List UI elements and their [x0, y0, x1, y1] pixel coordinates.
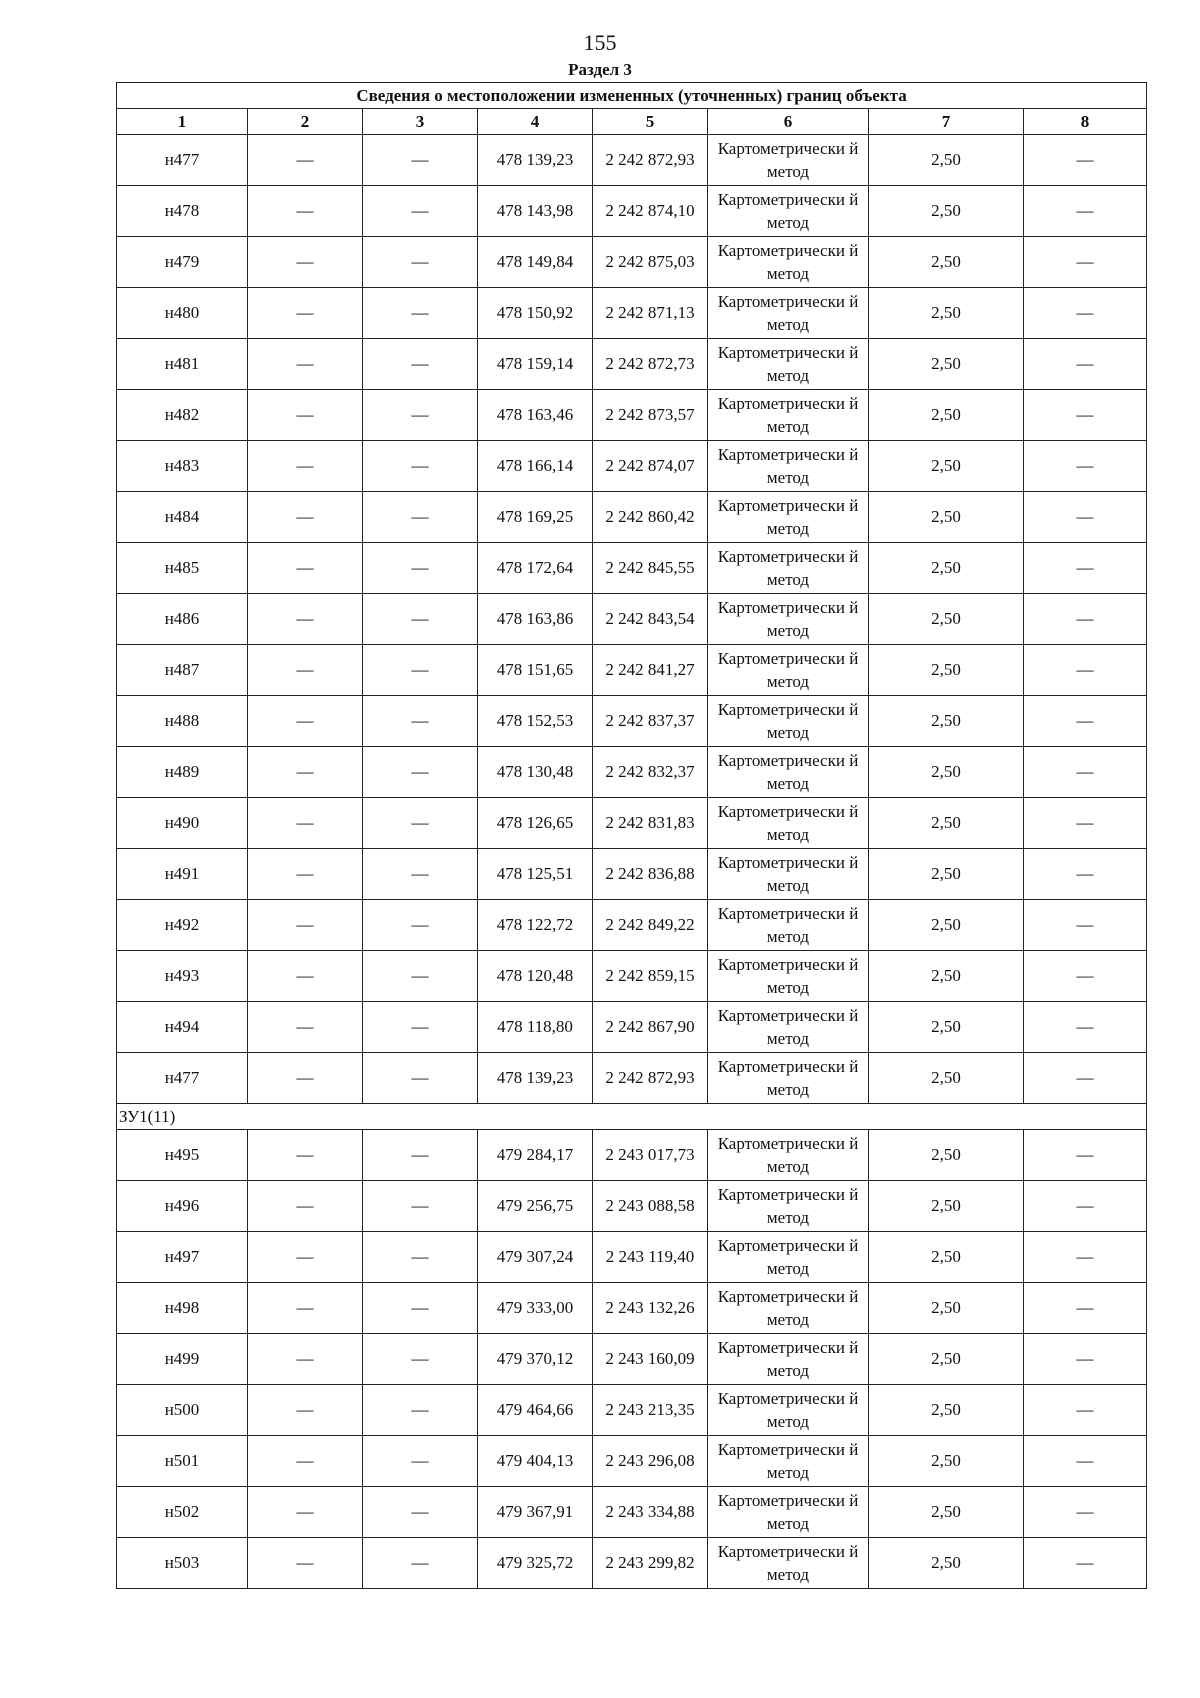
method-cell: Картометрически й метод: [708, 1002, 869, 1053]
method-cell: Картометрически й метод: [708, 747, 869, 798]
x-coordinate-cell: 478 130,48: [478, 747, 593, 798]
point-number-cell: н496: [117, 1181, 248, 1232]
point-number-cell: н483: [117, 441, 248, 492]
x-coordinate-cell: 478 139,23: [478, 1053, 593, 1104]
accuracy-cell: 2,50: [869, 1130, 1024, 1181]
x-coordinate-cell: 478 159,14: [478, 339, 593, 390]
method-cell: Картометрически й метод: [708, 1130, 869, 1181]
empty-value-cell: —: [248, 1130, 363, 1181]
column-number: 8: [1024, 109, 1147, 135]
empty-value-cell: —: [248, 135, 363, 186]
empty-value-cell: —: [1024, 594, 1147, 645]
empty-value-cell: —: [1024, 543, 1147, 594]
empty-value-cell: —: [248, 594, 363, 645]
accuracy-cell: 2,50: [869, 696, 1024, 747]
x-coordinate-cell: 478 163,86: [478, 594, 593, 645]
x-coordinate-cell: 478 143,98: [478, 186, 593, 237]
empty-value-cell: —: [248, 1232, 363, 1283]
empty-value-cell: —: [363, 849, 478, 900]
y-coordinate-cell: 2 242 860,42: [593, 492, 708, 543]
empty-value-cell: —: [363, 441, 478, 492]
table-row: [117, 1538, 1147, 1589]
boundary-coordinates-table: [116, 82, 1147, 1589]
x-coordinate-cell: 479 370,12: [478, 1334, 593, 1385]
accuracy-cell: 2,50: [869, 1487, 1024, 1538]
y-coordinate-cell: 2 243 088,58: [593, 1181, 708, 1232]
empty-value-cell: —: [363, 1181, 478, 1232]
empty-value-cell: —: [1024, 186, 1147, 237]
y-coordinate-cell: 2 242 872,93: [593, 1053, 708, 1104]
method-cell: Картометрически й метод: [708, 1538, 869, 1589]
table-body: [117, 83, 1147, 1589]
x-coordinate-cell: 478 166,14: [478, 441, 593, 492]
empty-value-cell: —: [248, 1487, 363, 1538]
y-coordinate-cell: 2 243 213,35: [593, 1385, 708, 1436]
table-row: [117, 798, 1147, 849]
empty-value-cell: —: [1024, 1385, 1147, 1436]
empty-value-cell: —: [1024, 237, 1147, 288]
empty-value-cell: —: [1024, 645, 1147, 696]
empty-value-cell: —: [1024, 1130, 1147, 1181]
point-number-cell: н479: [117, 237, 248, 288]
method-cell: Картометрически й метод: [708, 594, 869, 645]
method-cell: Картометрически й метод: [708, 1385, 869, 1436]
x-coordinate-cell: 478 169,25: [478, 492, 593, 543]
method-cell: Картометрически й метод: [708, 339, 869, 390]
y-coordinate-cell: 2 243 160,09: [593, 1334, 708, 1385]
accuracy-cell: 2,50: [869, 900, 1024, 951]
empty-value-cell: —: [363, 1538, 478, 1589]
x-coordinate-cell: 478 151,65: [478, 645, 593, 696]
accuracy-cell: 2,50: [869, 1538, 1024, 1589]
empty-value-cell: —: [1024, 951, 1147, 1002]
table-row: [117, 1487, 1147, 1538]
column-number: 7: [869, 109, 1024, 135]
table-row: [117, 1130, 1147, 1181]
table-row: [117, 441, 1147, 492]
empty-value-cell: —: [363, 747, 478, 798]
point-number-cell: н490: [117, 798, 248, 849]
empty-value-cell: —: [363, 1487, 478, 1538]
point-number-cell: н480: [117, 288, 248, 339]
method-cell: Картометрически й метод: [708, 237, 869, 288]
x-coordinate-cell: 479 284,17: [478, 1130, 593, 1181]
accuracy-cell: 2,50: [869, 237, 1024, 288]
x-coordinate-cell: 478 126,65: [478, 798, 593, 849]
accuracy-cell: 2,50: [869, 1181, 1024, 1232]
accuracy-cell: 2,50: [869, 543, 1024, 594]
y-coordinate-cell: 2 242 875,03: [593, 237, 708, 288]
x-coordinate-cell: 478 118,80: [478, 1002, 593, 1053]
empty-value-cell: —: [248, 339, 363, 390]
empty-value-cell: —: [363, 135, 478, 186]
x-coordinate-cell: 479 307,24: [478, 1232, 593, 1283]
point-number-cell: н481: [117, 339, 248, 390]
point-number-cell: н489: [117, 747, 248, 798]
empty-value-cell: —: [1024, 288, 1147, 339]
y-coordinate-cell: 2 242 831,83: [593, 798, 708, 849]
method-cell: Картометрически й метод: [708, 441, 869, 492]
method-cell: Картометрически й метод: [708, 900, 869, 951]
empty-value-cell: —: [248, 900, 363, 951]
empty-value-cell: —: [248, 696, 363, 747]
empty-value-cell: —: [363, 186, 478, 237]
accuracy-cell: 2,50: [869, 747, 1024, 798]
point-number-cell: н492: [117, 900, 248, 951]
empty-value-cell: —: [248, 1181, 363, 1232]
y-coordinate-cell: 2 243 299,82: [593, 1538, 708, 1589]
empty-value-cell: —: [248, 492, 363, 543]
table-row: [117, 1334, 1147, 1385]
method-cell: Картометрически й метод: [708, 1181, 869, 1232]
empty-value-cell: —: [248, 798, 363, 849]
point-number-cell: н477: [117, 1053, 248, 1104]
x-coordinate-cell: 478 172,64: [478, 543, 593, 594]
x-coordinate-cell: 478 125,51: [478, 849, 593, 900]
y-coordinate-cell: 2 243 334,88: [593, 1487, 708, 1538]
y-coordinate-cell: 2 242 843,54: [593, 594, 708, 645]
table-row: [117, 237, 1147, 288]
point-number-cell: н491: [117, 849, 248, 900]
table-row: [117, 1002, 1147, 1053]
method-cell: Картометрически й метод: [708, 645, 869, 696]
accuracy-cell: 2,50: [869, 1002, 1024, 1053]
empty-value-cell: —: [1024, 390, 1147, 441]
method-cell: Картометрически й метод: [708, 1436, 869, 1487]
table-row: [117, 492, 1147, 543]
empty-value-cell: —: [1024, 798, 1147, 849]
empty-value-cell: —: [363, 951, 478, 1002]
empty-value-cell: —: [248, 1334, 363, 1385]
empty-value-cell: —: [1024, 1283, 1147, 1334]
y-coordinate-cell: 2 242 837,37: [593, 696, 708, 747]
point-number-cell: н478: [117, 186, 248, 237]
empty-value-cell: —: [248, 186, 363, 237]
table-row: [117, 747, 1147, 798]
point-number-cell: н497: [117, 1232, 248, 1283]
empty-value-cell: —: [248, 543, 363, 594]
accuracy-cell: 2,50: [869, 849, 1024, 900]
page-number: 155: [583, 30, 617, 55]
x-coordinate-cell: 479 256,75: [478, 1181, 593, 1232]
accuracy-cell: 2,50: [869, 339, 1024, 390]
empty-value-cell: —: [363, 900, 478, 951]
accuracy-cell: 2,50: [869, 135, 1024, 186]
empty-value-cell: —: [363, 543, 478, 594]
empty-value-cell: —: [363, 798, 478, 849]
accuracy-cell: 2,50: [869, 390, 1024, 441]
table-caption: Сведения о местоположении измененных (уточненных) границ объекта: [117, 83, 1147, 109]
y-coordinate-cell: 2 242 872,73: [593, 339, 708, 390]
y-coordinate-cell: 2 243 296,08: [593, 1436, 708, 1487]
empty-value-cell: —: [363, 237, 478, 288]
empty-value-cell: —: [1024, 1487, 1147, 1538]
table-row: [117, 339, 1147, 390]
y-coordinate-cell: 2 242 873,57: [593, 390, 708, 441]
y-coordinate-cell: 2 242 867,90: [593, 1002, 708, 1053]
empty-value-cell: —: [248, 1053, 363, 1104]
y-coordinate-cell: 2 242 845,55: [593, 543, 708, 594]
empty-value-cell: —: [363, 1436, 478, 1487]
method-cell: Картометрически й метод: [708, 1487, 869, 1538]
point-number-cell: н499: [117, 1334, 248, 1385]
empty-value-cell: —: [363, 1232, 478, 1283]
table-row: [117, 696, 1147, 747]
table-row: [117, 1053, 1147, 1104]
x-coordinate-cell: 478 139,23: [478, 135, 593, 186]
empty-value-cell: —: [248, 747, 363, 798]
table-row: [117, 543, 1147, 594]
y-coordinate-cell: 2 243 119,40: [593, 1232, 708, 1283]
empty-value-cell: —: [363, 288, 478, 339]
empty-value-cell: —: [248, 1436, 363, 1487]
point-number-cell: н482: [117, 390, 248, 441]
table-row: [117, 645, 1147, 696]
group-label: ЗУ1(11): [117, 1104, 1147, 1130]
empty-value-cell: —: [363, 1385, 478, 1436]
accuracy-cell: 2,50: [869, 1436, 1024, 1487]
x-coordinate-cell: 478 150,92: [478, 288, 593, 339]
empty-value-cell: —: [1024, 1181, 1147, 1232]
column-number: 5: [593, 109, 708, 135]
accuracy-cell: 2,50: [869, 1053, 1024, 1104]
y-coordinate-cell: 2 242 832,37: [593, 747, 708, 798]
empty-value-cell: —: [1024, 1334, 1147, 1385]
table-row: [117, 288, 1147, 339]
y-coordinate-cell: 2 242 849,22: [593, 900, 708, 951]
section-title: Раздел 3: [568, 60, 632, 79]
empty-value-cell: —: [1024, 492, 1147, 543]
empty-value-cell: —: [363, 594, 478, 645]
empty-value-cell: —: [1024, 441, 1147, 492]
y-coordinate-cell: 2 242 841,27: [593, 645, 708, 696]
method-cell: Картометрически й метод: [708, 1232, 869, 1283]
empty-value-cell: —: [1024, 1232, 1147, 1283]
accuracy-cell: 2,50: [869, 441, 1024, 492]
point-number-cell: н501: [117, 1436, 248, 1487]
x-coordinate-cell: 478 120,48: [478, 951, 593, 1002]
empty-value-cell: —: [248, 288, 363, 339]
point-number-cell: н500: [117, 1385, 248, 1436]
y-coordinate-cell: 2 242 874,10: [593, 186, 708, 237]
y-coordinate-cell: 2 242 859,15: [593, 951, 708, 1002]
accuracy-cell: 2,50: [869, 798, 1024, 849]
empty-value-cell: —: [1024, 1436, 1147, 1487]
method-cell: Картометрически й метод: [708, 696, 869, 747]
method-cell: Картометрически й метод: [708, 186, 869, 237]
empty-value-cell: —: [1024, 339, 1147, 390]
method-cell: Картометрически й метод: [708, 135, 869, 186]
table-caption-row: [117, 83, 1147, 109]
accuracy-cell: 2,50: [869, 951, 1024, 1002]
table-row: [117, 951, 1147, 1002]
empty-value-cell: —: [248, 237, 363, 288]
accuracy-cell: 2,50: [869, 1232, 1024, 1283]
empty-value-cell: —: [1024, 1002, 1147, 1053]
method-cell: Картометрически й метод: [708, 798, 869, 849]
accuracy-cell: 2,50: [869, 1334, 1024, 1385]
accuracy-cell: 2,50: [869, 1385, 1024, 1436]
empty-value-cell: —: [363, 390, 478, 441]
accuracy-cell: 2,50: [869, 492, 1024, 543]
point-number-cell: н477: [117, 135, 248, 186]
empty-value-cell: —: [363, 492, 478, 543]
empty-value-cell: —: [1024, 1053, 1147, 1104]
accuracy-cell: 2,50: [869, 594, 1024, 645]
empty-value-cell: —: [248, 849, 363, 900]
column-number: 2: [248, 109, 363, 135]
column-number: 1: [117, 109, 248, 135]
x-coordinate-cell: 478 152,53: [478, 696, 593, 747]
point-number-cell: н484: [117, 492, 248, 543]
y-coordinate-cell: 2 242 874,07: [593, 441, 708, 492]
empty-value-cell: —: [1024, 1538, 1147, 1589]
point-number-cell: н487: [117, 645, 248, 696]
y-coordinate-cell: 2 242 836,88: [593, 849, 708, 900]
x-coordinate-cell: 479 367,91: [478, 1487, 593, 1538]
table-row: [117, 1385, 1147, 1436]
empty-value-cell: —: [363, 339, 478, 390]
x-coordinate-cell: 478 163,46: [478, 390, 593, 441]
method-cell: Картометрически й метод: [708, 543, 869, 594]
point-number-cell: н493: [117, 951, 248, 1002]
x-coordinate-cell: 479 404,13: [478, 1436, 593, 1487]
y-coordinate-cell: 2 243 132,26: [593, 1283, 708, 1334]
empty-value-cell: —: [1024, 900, 1147, 951]
accuracy-cell: 2,50: [869, 186, 1024, 237]
empty-value-cell: —: [1024, 135, 1147, 186]
empty-value-cell: —: [363, 1334, 478, 1385]
empty-value-cell: —: [1024, 849, 1147, 900]
point-number-cell: н495: [117, 1130, 248, 1181]
column-number-row: [117, 109, 1147, 135]
method-cell: Картометрически й метод: [708, 951, 869, 1002]
y-coordinate-cell: 2 243 017,73: [593, 1130, 708, 1181]
empty-value-cell: —: [363, 1283, 478, 1334]
point-number-cell: н486: [117, 594, 248, 645]
empty-value-cell: —: [248, 1002, 363, 1053]
table-row: [117, 900, 1147, 951]
y-coordinate-cell: 2 242 872,93: [593, 135, 708, 186]
table-row: [117, 1436, 1147, 1487]
table-row: [117, 1181, 1147, 1232]
x-coordinate-cell: 478 122,72: [478, 900, 593, 951]
empty-value-cell: —: [248, 951, 363, 1002]
method-cell: Картометрически й метод: [708, 849, 869, 900]
empty-value-cell: —: [248, 390, 363, 441]
x-coordinate-cell: 479 464,66: [478, 1385, 593, 1436]
method-cell: Картометрически й метод: [708, 1334, 869, 1385]
empty-value-cell: —: [248, 1538, 363, 1589]
empty-value-cell: —: [363, 1130, 478, 1181]
column-number: 4: [478, 109, 593, 135]
table-row: [117, 1283, 1147, 1334]
method-cell: Картометрически й метод: [708, 1283, 869, 1334]
accuracy-cell: 2,50: [869, 288, 1024, 339]
empty-value-cell: —: [1024, 696, 1147, 747]
point-number-cell: н502: [117, 1487, 248, 1538]
empty-value-cell: —: [363, 645, 478, 696]
empty-value-cell: —: [363, 1053, 478, 1104]
table-row: [117, 390, 1147, 441]
method-cell: Картометрически й метод: [708, 288, 869, 339]
accuracy-cell: 2,50: [869, 645, 1024, 696]
point-number-cell: н498: [117, 1283, 248, 1334]
empty-value-cell: —: [248, 1283, 363, 1334]
empty-value-cell: —: [363, 696, 478, 747]
method-cell: Картометрически й метод: [708, 492, 869, 543]
point-number-cell: н494: [117, 1002, 248, 1053]
table-row: [117, 135, 1147, 186]
column-number: 6: [708, 109, 869, 135]
column-number: 3: [363, 109, 478, 135]
accuracy-cell: 2,50: [869, 1283, 1024, 1334]
point-number-cell: н485: [117, 543, 248, 594]
empty-value-cell: —: [248, 645, 363, 696]
point-number-cell: н503: [117, 1538, 248, 1589]
empty-value-cell: —: [248, 1385, 363, 1436]
point-number-cell: н488: [117, 696, 248, 747]
method-cell: Картометрически й метод: [708, 390, 869, 441]
method-cell: Картометрически й метод: [708, 1053, 869, 1104]
empty-value-cell: —: [363, 1002, 478, 1053]
group-row: [117, 1104, 1147, 1130]
y-coordinate-cell: 2 242 871,13: [593, 288, 708, 339]
x-coordinate-cell: 479 325,72: [478, 1538, 593, 1589]
x-coordinate-cell: 479 333,00: [478, 1283, 593, 1334]
x-coordinate-cell: 478 149,84: [478, 237, 593, 288]
empty-value-cell: —: [248, 441, 363, 492]
table-row: [117, 1232, 1147, 1283]
empty-value-cell: —: [1024, 747, 1147, 798]
table-row: [117, 594, 1147, 645]
table-row: [117, 186, 1147, 237]
table-row: [117, 849, 1147, 900]
